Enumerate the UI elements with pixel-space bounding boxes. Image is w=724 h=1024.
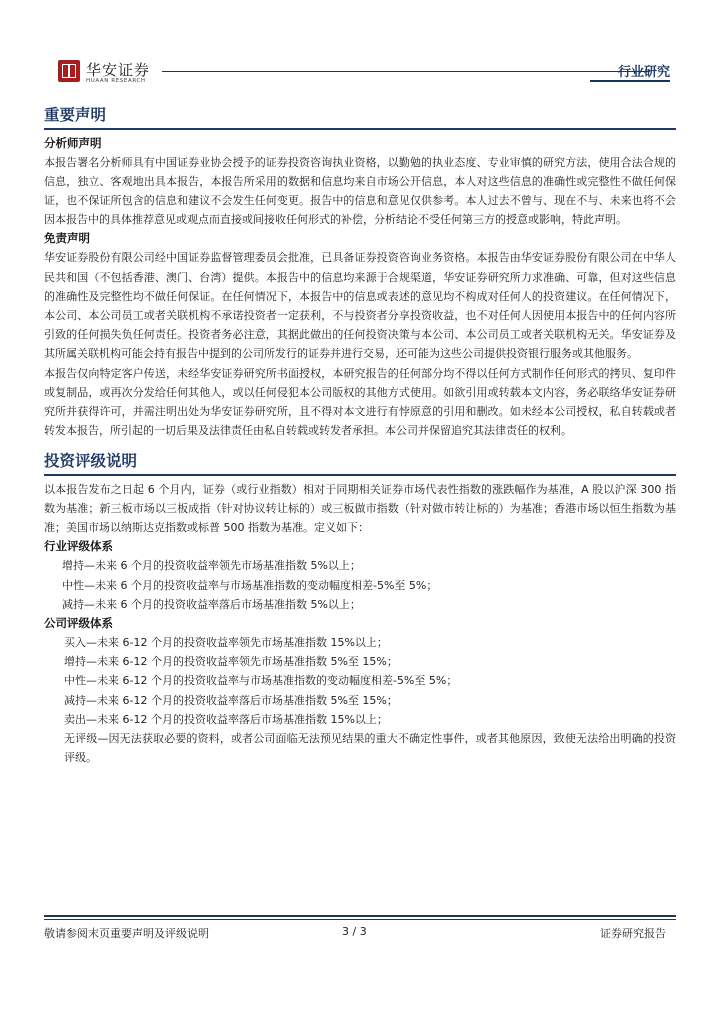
- company-rating-item: 无评级—因无法获取必要的资料，或者公司面临无法预见结果的重大不确定性事件，或者其他原因，致使无法给出明确的投资评级。: [64, 732, 676, 765]
- header-divider: [162, 71, 650, 72]
- analyst-statement-text: 本报告署名分析师具有中国证券业协会授予的证券投资咨询执业资格，以勤勉的执业态度、专业审慎的研究方法，使用合法合规的信息，独立、客观地出具本报告，本报告所采用的数据和信息均来自市场公开信息，本人对这些信息的准确性或完整性不做任何保证，也不保证所包含的信息和建议不会发生任何变更。报告中的信息和意见仅供参考。本人过去不曾与、现在不与、未来也将不会因本报告中的具体推荐意见或观点而直接或间接收任何形式的补偿，分析结论不受任何第三方的授意或影响，特此声明。: [44, 155, 676, 227]
- section-title-rating: 投资评级说明: [44, 451, 138, 471]
- report-body: [44, 104, 676, 767]
- report-category-label: 行业研究: [617, 65, 670, 80]
- company-rating-item: 增持—未来 6-12 个月的投资收益率领先市场基准指数 5%至 15%；: [64, 655, 398, 669]
- industry-rating-item: 增持—未来 6 个月的投资收益率领先市场基准指数 5%以上；: [62, 559, 361, 573]
- footer-report-type: 证券研究报告: [600, 927, 666, 940]
- industry-rating-item: 中性—未来 6 个月的投资收益率与市场基准指数的变动幅度相差-5%至 5%；: [62, 578, 438, 592]
- analyst-statement-heading: 分析师声明: [44, 135, 102, 150]
- header-label-underline: [590, 80, 670, 82]
- exemption-text: 华安证券股份有限公司经中国证券监督管理委员会批准，已具备证券投资咨询业务资格。本报告由华安证券股份有限公司在中华人民共和国（不包括香港、澳门、台湾）提供。本报告中的信息均来源于合规渠道，华安证券研究所力求准确、可靠，但对这些信息的准确性及完整性均不做任何保证。在任何情况下，本报告中的信息或表述的意见均不构成对任何人的投资建议。在任何情况下，本公司、本公司员工或者关联机构不承诺投资者一定获利，不与投资者分享投资收益，也不对任何人因使用本报告中的任何内容所引致的任何损失负任何责任。投资者务必注意，其据此做出的任何投资决策与本公司、本公司员工或者关联机构无关。华安证券及其所属关联机构可能会持有报告中提到的公司所发行的证券并进行交易，还可能为这些公司提供投资银行服务或其他服务。: [44, 251, 676, 361]
- company-rating-item: 减持—未来 6-12 个月的投资收益率落后市场基准指数 5%至 15%；: [64, 693, 398, 707]
- section-divider: [44, 474, 676, 476]
- huaan-logo-icon: [58, 60, 80, 82]
- company-rating-item: 买入—未来 6-12 个月的投资收益率领先市场基准指数 15%以上；: [64, 636, 388, 650]
- company-rating-item: 卖出—未来 6-12 个月的投资收益率落后市场基准指数 15%以上；: [64, 712, 388, 726]
- company-rating-heading: 公司评级体系: [44, 616, 113, 631]
- exemption-text-2: 本报告仅向特定客户传送，未经华安证券研究所书面授权，本研究报告的任何部分均不得以任何方式制作任何形式的拷贝、复印件或复制品，或再次分发给任何其他人，或以任何侵犯本公司版权的其他方式使用。如欲引用或转载本文内容，务必联络华安证券研究所并获得许可，并需注明出处为华安证券研究所，且不得对本文进行有悖原意的引用和删改。如未经本公司授权，私自转载或者转发本报告，所引起的一切后果及法律责任由私自转载或转发者承担。本公司并保留追究其法律责任的权利。: [44, 366, 676, 438]
- company-rating-item: 中性—未来 6-12 个月的投资收益率与市场基准指数的变动幅度相差-5%至 5%；: [64, 674, 458, 688]
- footer-notice: 敬请参阅末页重要声明及评级说明: [44, 927, 209, 940]
- industry-rating-heading: 行业评级体系: [44, 539, 113, 554]
- rating-intro-text: 以本报告发布之日起 6 个月内，证券（或行业指数）相对于同期相关证券市场代表性指数的涨跌幅作为基准，A 股以沪深 300 指数为基准；新三板市场以三板成指（针对协议转让标的）或三板做市指数（针对做市转让标的）为基准；香港市场以恒生指数为基准；美国市场以纳斯达克指数或标普 500 指数为基准。定义如下：: [44, 482, 676, 535]
- section-title-disclaimer: 重要声明: [44, 105, 107, 124]
- section-divider: [44, 128, 676, 130]
- footer-divider-thin: [44, 919, 676, 920]
- footer-divider: [44, 915, 676, 917]
- exemption-heading: 免责声明: [44, 231, 90, 246]
- page-header: [58, 58, 670, 90]
- logo-name-en: HUAAN RESEARCH: [86, 78, 146, 84]
- industry-rating-item: 减持—未来 6 个月的投资收益率落后市场基准指数 5%以上；: [62, 597, 361, 611]
- page-number: 3 / 3: [342, 925, 367, 938]
- logo-name-cn: 华安证券: [86, 61, 151, 79]
